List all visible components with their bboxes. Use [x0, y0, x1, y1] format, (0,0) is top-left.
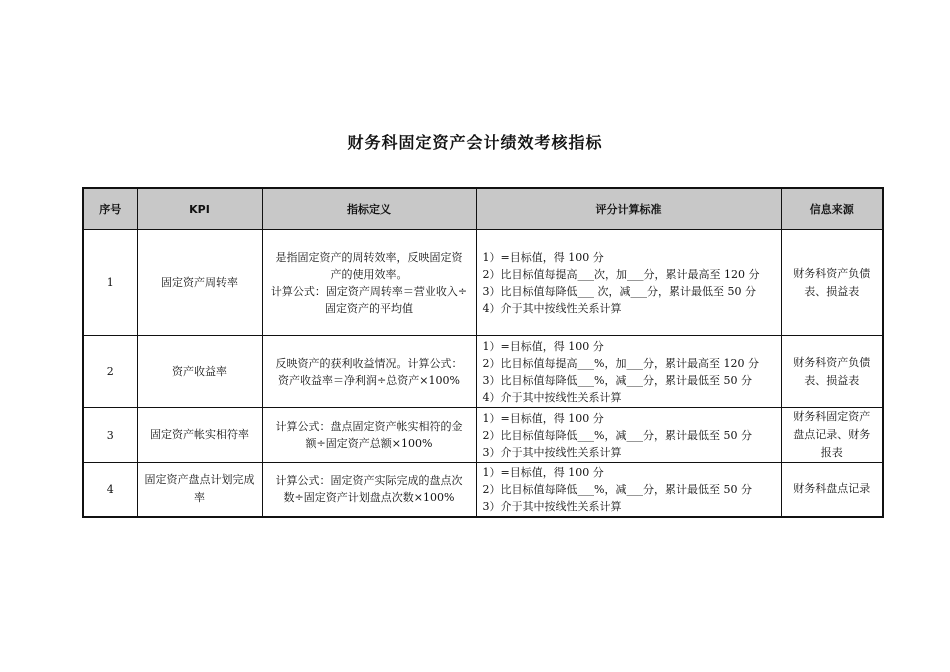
criteria-line: 1）=目标值，得 100 分 [482, 411, 604, 425]
header-source: 信息来源 [781, 188, 883, 230]
table-header-row [83, 188, 883, 230]
header-index: 序号 [83, 188, 137, 230]
row-index: 4 [83, 463, 137, 517]
criteria-line: 3）比目标值每降低___%，减___分，累计最低至 50 分 [482, 373, 752, 387]
criteria-line: 3）介于其中按线性关系计算 [482, 499, 622, 513]
kpi-definition [262, 408, 476, 463]
table-row [83, 336, 883, 408]
criteria-line: 2）比目标值每提高___次，加___分，累计最高至 120 分 [482, 267, 760, 281]
definition-line: 反映资产的获利收益情况。计算公式：资产收益率＝净利润÷总资产×100% [275, 356, 463, 387]
kpi-definition [262, 463, 476, 517]
definition-line: 计算公式：固定资产周转率＝营业收入÷固定资产的平均值 [270, 284, 468, 315]
scoring-criteria [476, 336, 781, 408]
criteria-line: 1）=目标值，得 100 分 [482, 465, 604, 479]
scoring-criteria [476, 463, 781, 517]
document-title: 财务科固定资产会计绩效考核指标 [347, 133, 603, 152]
criteria-line: 4）介于其中按线性关系计算 [482, 390, 622, 404]
kpi-name: 固定资产周转率 [137, 230, 262, 336]
kpi-name: 资产收益率 [137, 336, 262, 408]
criteria-line: 1）=目标值，得 100 分 [482, 250, 604, 264]
criteria-line: 3）介于其中按线性关系计算 [482, 445, 622, 459]
row-index: 2 [83, 336, 137, 408]
table-row [83, 463, 883, 517]
criteria-line: 2）比目标值每提高___%，加___分，累计最高至 120 分 [482, 356, 759, 370]
info-source: 财务科资产负债表、损益表 [781, 336, 883, 408]
kpi-name: 固定资产盘点计划完成率 [137, 463, 262, 517]
row-index: 1 [83, 230, 137, 336]
criteria-line: 3）比目标值每降低___ 次，减___分，累计最低至 50 分 [482, 284, 756, 298]
table-row [83, 408, 883, 463]
info-source: 财务科盘点记录 [781, 463, 883, 517]
kpi-name: 固定资产帐实相符率 [137, 408, 262, 463]
kpi-definition [262, 336, 476, 408]
table-row [83, 230, 883, 336]
header-definition: 指标定义 [262, 188, 476, 230]
definition-line: 计算公式：固定资产实际完成的盘点次数÷固定资产计划盘点次数×100% [275, 474, 463, 505]
info-source: 财务科固定资产盘点记录、财务报表 [781, 408, 883, 463]
info-source: 财务科资产负债表、损益表 [781, 230, 883, 336]
criteria-line: 2）比目标值每降低___%，减___分，累计最低至 50 分 [482, 428, 752, 442]
definition-line: 计算公式：盘点固定资产帐实相符的金额÷固定资产总额×100% [275, 420, 463, 450]
kpi-definition [262, 230, 476, 336]
criteria-line: 1）=目标值，得 100 分 [482, 339, 604, 353]
scoring-criteria [476, 230, 781, 336]
kpi-table [82, 187, 884, 518]
criteria-line: 4）介于其中按线性关系计算 [482, 301, 622, 315]
criteria-line: 2）比目标值每降低___%，减___分，累计最低至 50 分 [482, 482, 752, 496]
row-index: 3 [83, 408, 137, 463]
header-kpi: KPI [137, 188, 262, 230]
definition-line: 是指固定资产的周转效率，反映固定资产的使用效率。 [275, 250, 463, 281]
scoring-criteria [476, 408, 781, 463]
header-criteria: 评分计算标准 [476, 188, 781, 230]
